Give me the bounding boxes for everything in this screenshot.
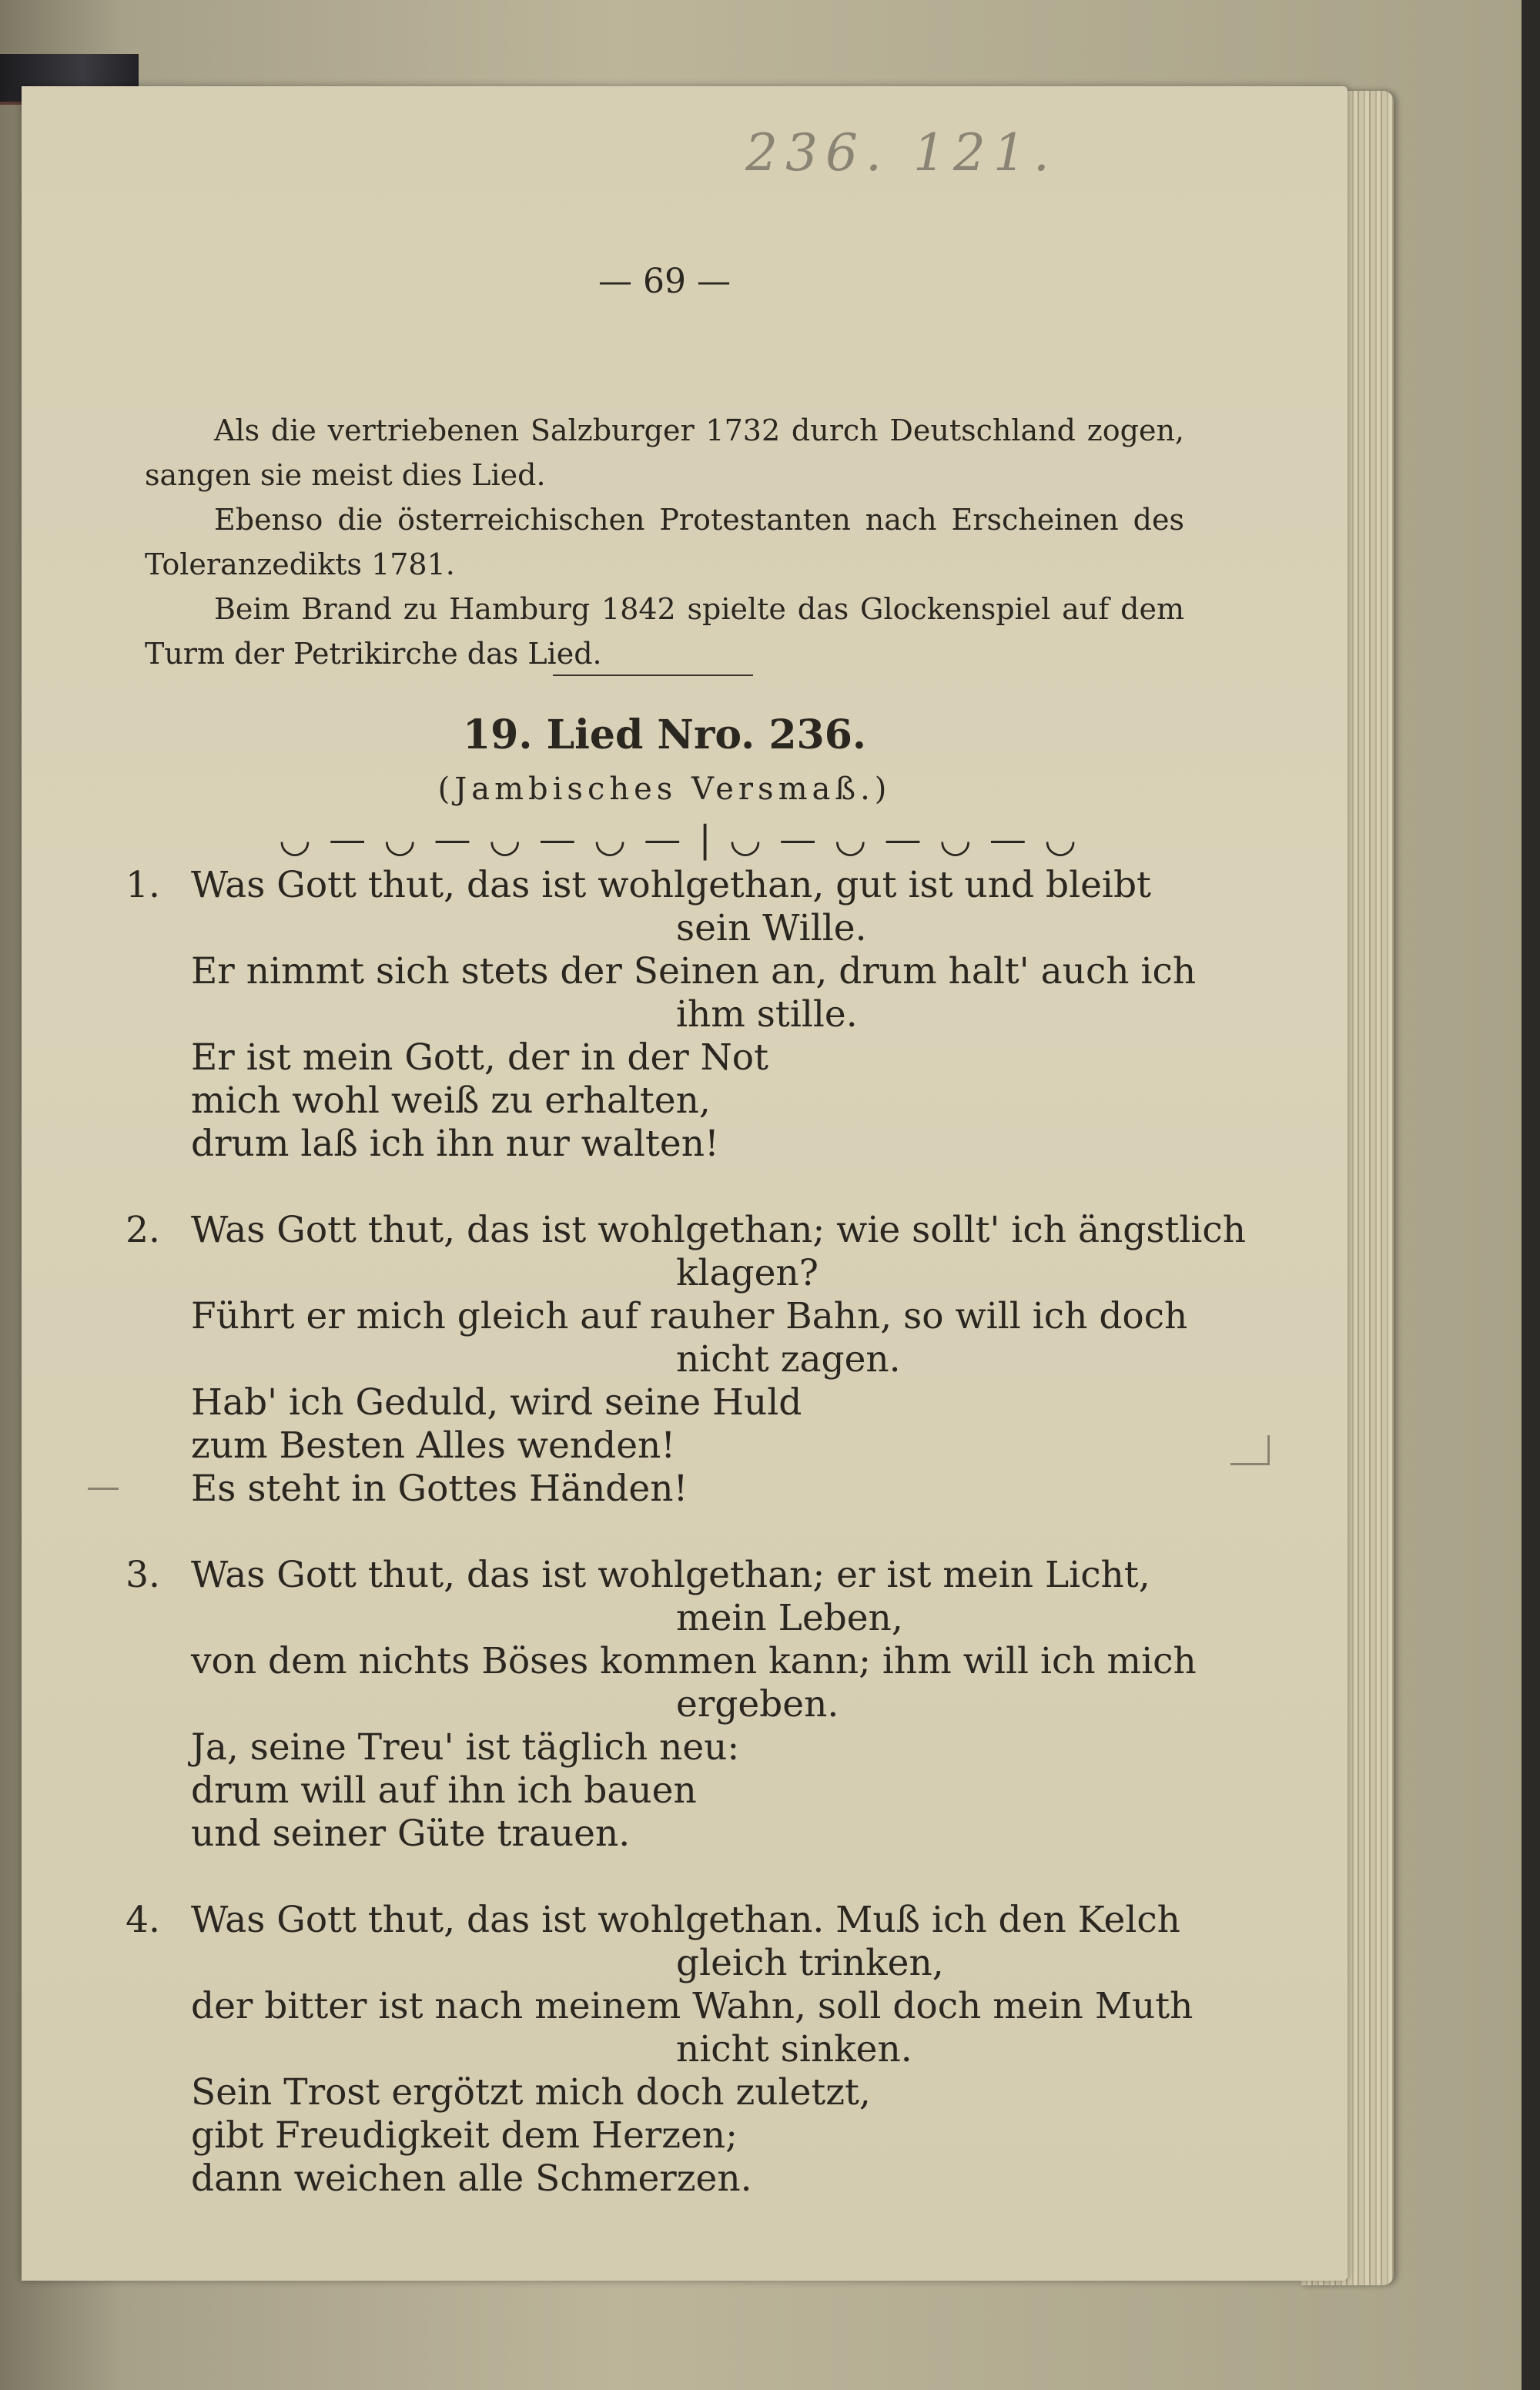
- verse-number: 1.: [126, 864, 160, 906]
- verse-line-wrap: klagen?: [676, 1252, 819, 1294]
- verse-line-wrap: nicht zagen.: [676, 1338, 901, 1381]
- verse-line: gibt Freudigkeit dem Herzen;: [191, 2114, 738, 2157]
- verse-line-wrap: mein Leben,: [676, 1597, 903, 1639]
- verses: [126, 864, 1246, 2244]
- page-number: — 69 —: [598, 262, 731, 301]
- verse-line: zum Besten Alles wenden!: [191, 1424, 676, 1467]
- verse-line: drum laß ich ihn nur walten!: [191, 1123, 719, 1165]
- verse-line: und seiner Güte trauen.: [191, 1813, 631, 1855]
- verse-line: Was Gott thut, das ist wohlgethan; wie sollt' ich ängstlich: [191, 1209, 1246, 1251]
- verse-line: Was Gott thut, das ist wohlgethan. Muß ich den Kelch: [191, 1899, 1180, 1941]
- historical-notes: [145, 408, 1184, 676]
- verse-line: Es steht in Gottes Händen!: [191, 1468, 688, 1510]
- verse-number: 2.: [126, 1209, 160, 1251]
- verse-line-wrap: ergeben.: [676, 1683, 839, 1726]
- verse-line: drum will auf ihn ich bauen: [191, 1769, 697, 1812]
- verse-line-wrap: gleich trinken,: [676, 1942, 944, 1984]
- verse-4: [126, 1899, 1200, 2201]
- verse-line: mich wohl weiß zu erhalten,: [191, 1080, 711, 1122]
- verse-1: [126, 864, 1200, 1166]
- verse-line: von dem nichts Böses kommen kann; ihm will ich mich: [191, 1640, 1197, 1682]
- verse-line: Führt er mich gleich auf rauher Bahn, so will ich doch: [191, 1295, 1188, 1337]
- pencil-mark-left: [88, 1488, 119, 1490]
- verse-line: Sein Trost ergötzt mich doch zuletzt,: [191, 2071, 871, 2114]
- handwritten-annotation: 236. 121.: [745, 123, 1057, 182]
- verse-line: Ja, seine Treu' ist täglich neu:: [191, 1726, 740, 1769]
- pencil-mark-right: [1230, 1435, 1270, 1465]
- scansion-pattern: ◡ — ◡ — ◡ — ◡ — | ◡ — ◡ — ◡ — ◡: [278, 818, 1080, 861]
- song-title: 19. Lied Nro. 236.: [463, 711, 866, 758]
- verse-line-wrap: sein Wille.: [676, 907, 867, 949]
- book-page: [22, 86, 1348, 2281]
- song-meter: (Jambisches Versmaß.): [437, 772, 892, 807]
- verse-line: Er ist mein Gott, der in der Not: [191, 1036, 768, 1079]
- verse-number: 3.: [126, 1554, 160, 1596]
- verse-line: dann weichen alle Schmerzen.: [191, 2157, 752, 2200]
- scanner-edge: [1522, 0, 1540, 2390]
- verse-line: Was Gott thut, das ist wohlgethan; er ist mein Licht,: [191, 1554, 1150, 1596]
- note-paragraph: Beim Brand zu Hamburg 1842 spielte das Glockenspiel auf dem Turm der Petrikirche das Lied.: [145, 592, 1184, 671]
- verse-line-wrap: ihm stille.: [676, 993, 858, 1036]
- verse-line-wrap: nicht sinken.: [676, 2028, 912, 2070]
- note-paragraph: Ebenso die österreichischen Protestanten nach Erscheinen des Toleranzedikts 1781.: [145, 503, 1184, 581]
- section-divider: [553, 674, 753, 676]
- verse-line: der bitter ist nach meinem Wahn, soll doch mein Muth: [191, 1985, 1194, 2027]
- note-paragraph: Als die vertriebenen Salzburger 1732 durch Deutschland zogen, sangen sie meist dies Lied.: [145, 413, 1184, 492]
- verse-line: Hab' ich Geduld, wird seine Huld: [191, 1381, 802, 1424]
- verse-3: [126, 1554, 1200, 1856]
- verse-line: Was Gott thut, das ist wohlgethan, gut ist und bleibt: [191, 864, 1151, 906]
- verse-2: [126, 1209, 1246, 1511]
- verse-number: 4.: [126, 1899, 160, 1941]
- verse-line: Er nimmt sich stets der Seinen an, drum halt' auch ich: [191, 950, 1197, 992]
